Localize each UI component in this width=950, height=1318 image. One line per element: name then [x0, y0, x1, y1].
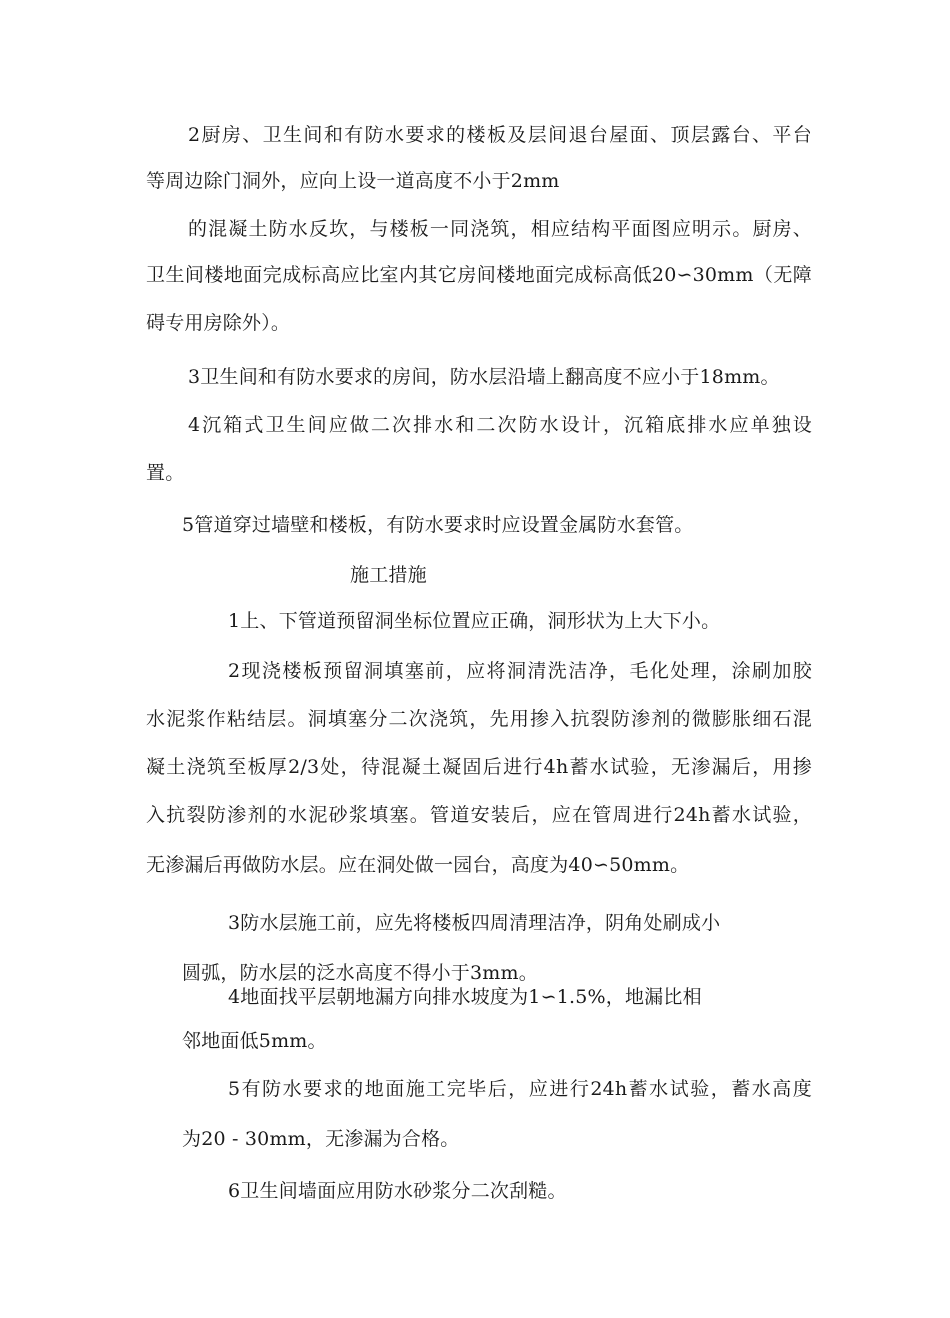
paragraph-5-line-1: 5管道穿过墙壁和楼板，有防水要求时应设置金属防水套管。 — [182, 514, 694, 536]
measure-3-line-2: 圆弧，防水层的泛水高度不得小于3mm。 — [182, 962, 538, 984]
measure-2-line-2: 水泥浆作粘结层。洞填塞分二次浇筑，先用掺入抗裂防渗剂的微膨胀细石混 — [146, 708, 812, 730]
measure-4-line-2: 邻地面低5mm。 — [182, 1030, 327, 1052]
measure-6-line-1: 6卫生间墙面应用防水砂浆分二次刮糙。 — [228, 1180, 567, 1202]
measure-2-line-4: 入抗裂防渗剂的水泥砂浆填塞。管道安装后，应在管周进行24h蓄水试验， — [146, 804, 812, 826]
paragraph-4-line-1: 4沉箱式卫生间应做二次排水和二次防水设计，沉箱底排水应单独设 — [188, 414, 812, 436]
section-title: 施工措施 — [350, 564, 427, 586]
measure-5-line-1: 5有防水要求的地面施工完毕后，应进行24h蓄水试验，蓄水高度 — [228, 1078, 812, 1100]
measure-1-line-1: 1上、下管道预留洞坐标位置应正确，洞形状为上大下小。 — [228, 610, 721, 632]
paragraph-1-line-2: 等周边除门洞外，应向上设一道高度不小于2mm — [146, 170, 560, 192]
paragraph-2-line-1: 的混凝土防水反坎，与楼板一同浇筑，相应结构平面图应明示。厨房、 — [188, 218, 812, 240]
measure-4-line-1: 4地面找平层朝地漏方向排水坡度为1∽1.5%，地漏比相 — [228, 986, 702, 1008]
paragraph-4-line-2: 置。 — [146, 462, 185, 484]
measure-5-line-2: 为20 - 30mm，无渗漏为合格。 — [182, 1128, 460, 1150]
paragraph-2-line-2: 卫生间楼地面完成标高应比室内其它房间楼地面完成标高低20∽30mm（无障 — [146, 264, 812, 286]
paragraph-1-line-1: 2厨房、卫生间和有防水要求的楼板及层间退台屋面、顶层露台、平台 — [188, 124, 812, 146]
measure-2-line-5: 无渗漏后再做防水层。应在洞处做一园台，高度为40∽50mm。 — [146, 854, 690, 876]
paragraph-2-line-3: 碍专用房除外）。 — [146, 312, 291, 334]
measure-2-line-1: 2现浇楼板预留洞填塞前，应将洞清洗洁净，毛化处理，涂刷加胶 — [228, 660, 812, 682]
measure-3-line-1: 3防水层施工前，应先将楼板四周清理洁净，阴角处刷成小 — [228, 912, 721, 934]
measure-2-line-3: 凝土浇筑至板厚2/3处，待混凝土凝固后进行4h蓄水试验，无渗漏后，用掺 — [146, 756, 812, 778]
paragraph-3-line-1: 3卫生间和有防水要求的房间，防水层沿墙上翻高度不应小于18mm。 — [188, 366, 780, 388]
